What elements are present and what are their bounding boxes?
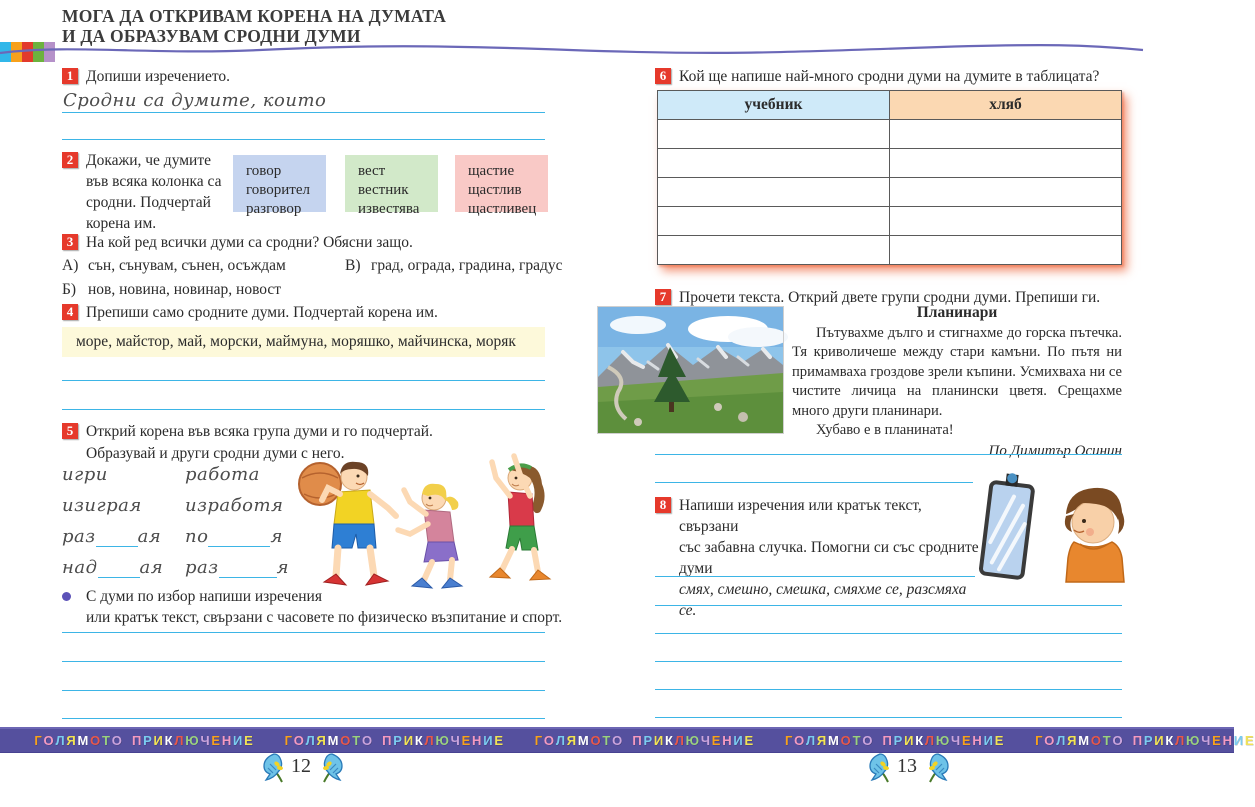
- empty-cell: [658, 236, 890, 265]
- related-words-table: [657, 90, 1122, 265]
- exercise-8: [655, 497, 671, 515]
- exercise-8-line2: със забавна случка. Помогни си със сродните думи: [679, 539, 979, 577]
- blank-prefix: над: [62, 557, 98, 578]
- blank-suffix: я: [270, 526, 283, 547]
- writing-line: [62, 409, 545, 410]
- exercise-7-prompt: Прочети текста. Открий двете групи сродни думи. Препиши ги.: [679, 289, 1101, 306]
- exercise-3-prompt: На кой ред всички думи са сродни? Обясни защо.: [86, 234, 413, 251]
- word: разговор: [246, 201, 302, 217]
- table-row: [658, 178, 1122, 207]
- fill-blank: [98, 562, 140, 578]
- empty-cell: [658, 120, 890, 149]
- banner-phrase: ГОЛЯМОТО ПРИКЛЮЧЕНИЕ: [1035, 733, 1255, 748]
- blank-suffix: ая: [139, 557, 164, 578]
- empty-cell: [890, 178, 1122, 207]
- handwritten-answer-start: Сродни са думите, които: [63, 90, 327, 111]
- bluebell-flower-icon: [260, 752, 288, 784]
- table-row: [658, 149, 1122, 178]
- divider-wave: [0, 40, 1145, 60]
- blank-prefix: раз: [62, 526, 96, 547]
- banner-phrase: ГОЛЯМОТО ПРИКЛЮЧЕНИЕ: [34, 733, 254, 748]
- writing-line: [655, 454, 1122, 455]
- blank-prefix: раз: [185, 557, 219, 578]
- word: известява: [358, 201, 420, 217]
- option-a-text: сън, сънувам, сънен, осъждам: [88, 257, 286, 274]
- page-number-right: 13: [897, 755, 917, 777]
- writing-line: [655, 717, 1122, 718]
- blank-suffix: ая: [137, 526, 162, 547]
- option-a-label: А): [62, 257, 79, 274]
- option-b-label: Б): [62, 281, 77, 298]
- blank-suffix: я: [276, 557, 289, 578]
- empty-cell: [890, 149, 1122, 178]
- bullet-task-line1: С думи по избор напиши изречения: [86, 588, 322, 605]
- story-paragraph: Пътувахме дълго и стигнахме до горска пътечка. Тя криволичеше между стари камъни. По пътя ни примамваха гроздове зрели къпини. Усмихваха ни се чистите личица на планински цветя. Срещахме много други планинари.: [792, 325, 1122, 419]
- bullet-task-line2: или кратък текст, свързани с часовете по физическо възпитание и спорт.: [86, 609, 563, 626]
- exercise-1: [62, 68, 230, 86]
- bluebell-flower-icon: [318, 752, 346, 784]
- table-header-uchebnik: учебник: [658, 91, 890, 120]
- story-block: [792, 304, 1122, 460]
- story-closing-line: Хубаво е в планината!: [816, 422, 954, 439]
- exercise-4-badge: 4: [62, 304, 78, 320]
- exercise-4: [62, 304, 438, 322]
- hand-word-blank: [185, 557, 289, 578]
- option-v: [345, 257, 562, 275]
- exercise-2-prompt: Докажи, че думите във всяка колонка са сродни. Подчертай корена им.: [86, 152, 222, 232]
- page-title-line2: И ДА ОБРАЗУВАМ СРОДНИ ДУМИ: [62, 26, 361, 46]
- exercise-8-related-words: смях, смешно, смешка, смяхме се, разсмяха се.: [679, 581, 967, 619]
- page-number-left: 12: [291, 755, 311, 777]
- series-banner: [0, 727, 1255, 753]
- word: щастие: [468, 163, 515, 179]
- writing-line: [62, 112, 545, 113]
- word-column-govor: [233, 155, 326, 217]
- word: говор: [246, 163, 282, 179]
- fill-blank: [96, 531, 138, 547]
- hand-word: изиграя: [62, 495, 142, 516]
- exercise-3-badge: 3: [62, 234, 78, 250]
- writing-line: [62, 690, 545, 691]
- writing-line: [62, 380, 545, 381]
- bullet-marker: [62, 592, 71, 601]
- table-row: [658, 207, 1122, 236]
- hand-word: работа: [185, 464, 260, 485]
- writing-line: [655, 689, 1122, 690]
- option-v-label: В): [345, 257, 361, 274]
- table-header-hlyab: хляб: [890, 91, 1122, 120]
- banner-phrase: ГОЛЯМОТО ПРИКЛЮЧЕНИЕ: [534, 733, 755, 748]
- table-row: [658, 236, 1122, 265]
- exercise-4-prompt: Препиши само сродните думи. Подчертай корена им.: [86, 304, 438, 321]
- fill-blank: [208, 531, 270, 547]
- empty-cell: [658, 207, 890, 236]
- exercise-5-badge: 5: [62, 423, 78, 439]
- writing-line: [655, 482, 973, 483]
- banner-phrase: ГОЛЯМОТО ПРИКЛЮЧЕНИЕ: [784, 733, 1005, 748]
- hand-word-blank: [62, 526, 161, 547]
- mountain-photo: [598, 307, 783, 433]
- option-b: [62, 281, 281, 299]
- word: вестник: [358, 182, 409, 198]
- writing-line: [62, 632, 545, 633]
- exercise-5-prompt-line1: Открий корена във всяка група думи и го подчертай.: [86, 423, 433, 440]
- exercise-3: [62, 234, 413, 252]
- option-b-text: нов, новина, новинар, новост: [88, 281, 282, 298]
- writing-line: [655, 633, 1122, 634]
- bluebell-flower-icon: [866, 752, 894, 784]
- writing-line: [62, 139, 545, 140]
- exercise-7-badge: 7: [655, 289, 671, 305]
- option-a: [62, 257, 286, 275]
- empty-cell: [890, 207, 1122, 236]
- option-v-text: град, ограда, градина, градус: [371, 257, 563, 274]
- writing-line: [62, 661, 545, 662]
- hand-word: изработя: [185, 495, 284, 516]
- exercise-1-badge: 1: [62, 68, 78, 84]
- banner-phrase: ГОЛЯМОТО ПРИКЛЮЧЕНИЕ: [284, 733, 504, 748]
- empty-cell: [658, 178, 890, 207]
- writing-line: [655, 605, 1122, 606]
- blank-prefix: по: [185, 526, 209, 547]
- hand-word-blank: [62, 557, 163, 578]
- bullet-task: [86, 586, 562, 628]
- children-playing-ball-illustration: [282, 450, 567, 598]
- word: вест: [358, 163, 386, 179]
- hand-word: игри: [62, 464, 108, 485]
- word: щастлив: [468, 182, 522, 198]
- story-attribution: По Димитър Осинин: [988, 443, 1122, 460]
- exercise-6-badge: 6: [655, 68, 671, 84]
- fill-blank: [219, 562, 277, 578]
- exercise-8-badge: 8: [655, 497, 671, 513]
- exercise-8-line1: Напиши изречения или кратък текст, свързани: [679, 497, 922, 535]
- story-title: Планинари: [916, 304, 998, 321]
- mirror-and-boy-illustration: [962, 474, 1142, 586]
- writing-line: [655, 661, 1122, 662]
- hand-word-blank: [185, 526, 283, 547]
- word-bank: море, майстор, май, морски, маймуна, моряшко, майчинска, моряк: [62, 327, 545, 357]
- exercise-2-badge: 2: [62, 152, 78, 168]
- empty-cell: [658, 149, 890, 178]
- word: говорител: [246, 182, 310, 198]
- empty-cell: [890, 120, 1122, 149]
- empty-cell: [890, 236, 1122, 265]
- page-title-line1: МОГА ДА ОТКРИВАМ КОРЕНА НА ДУМАТА: [62, 6, 447, 26]
- word: щастливец: [468, 201, 537, 217]
- writing-line: [655, 576, 975, 577]
- exercise-5: [62, 423, 433, 441]
- table-row: [658, 120, 1122, 149]
- bluebell-flower-icon: [924, 752, 952, 784]
- exercise-1-prompt: Допиши изречението.: [86, 68, 231, 85]
- exercise-5-prompt-line2: Образувай и други сродни думи с него.: [86, 445, 345, 462]
- exercise-6-prompt: Кой ще напише най-много сродни думи на думите в таблицата?: [679, 68, 1100, 85]
- word-column-shtastie: [455, 155, 548, 217]
- writing-line: [62, 718, 545, 719]
- word-column-vest: [345, 155, 438, 217]
- exercise-8-text: [679, 495, 979, 621]
- exercise-6: [655, 68, 1099, 86]
